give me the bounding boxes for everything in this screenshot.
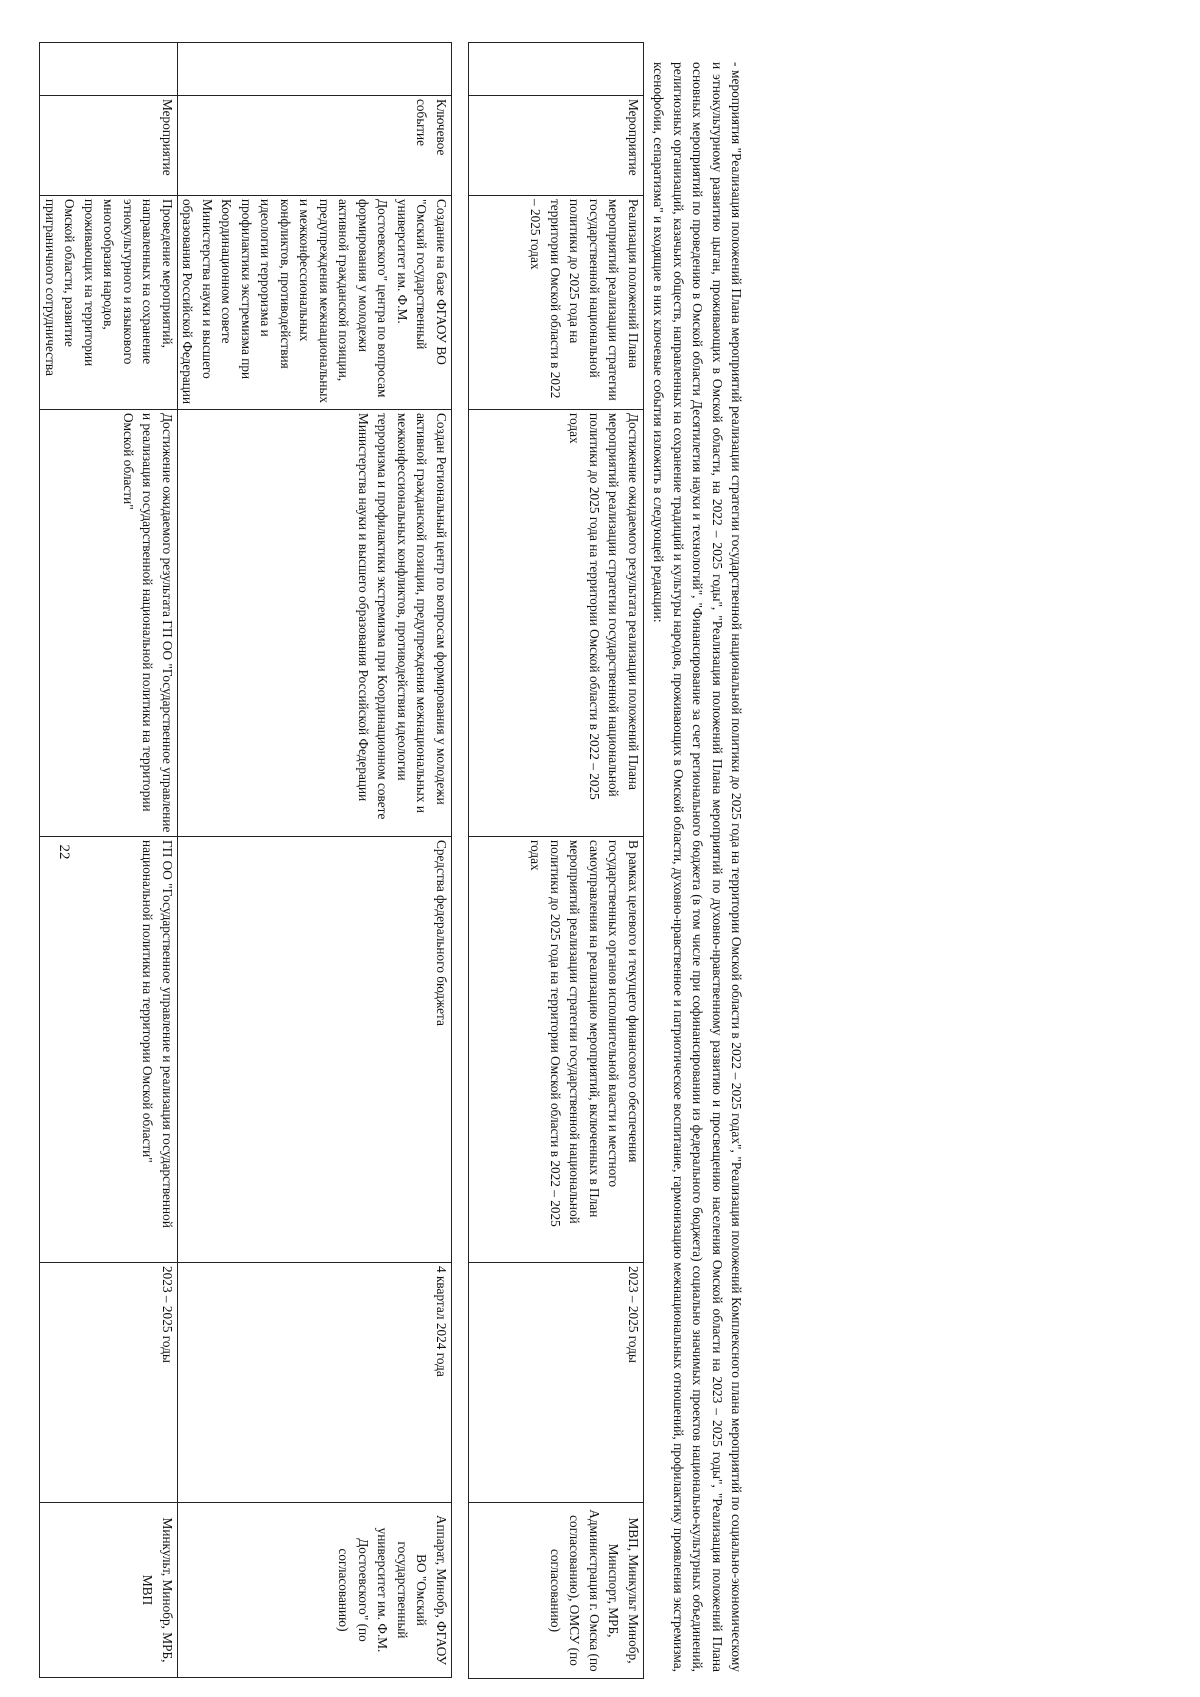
page-number: 22 (56, 844, 72, 860)
funding-cell: ГП ОО "Государственное управление и реализация государственной национальной политики на территории Омской области" (40, 837, 178, 1263)
executor-cell: Аппарат, Минобр, ФГАОУ ВО "Омский государственный университет им. Ф.М. Достоевского" (по согласованию) (178, 1503, 452, 1678)
funding-cell: Средства федерального бюджета (178, 837, 452, 1263)
measures-table (468, 42, 644, 1679)
name-cell: Реализация положений Плана мероприятий реализации стратегии государственной национальной политики до 2025 года на территории Омской области в 2022 – 2025 годах (469, 196, 644, 410)
name-cell: Проведение мероприятий, направленных на сохранение этнокультурного и языкового многообразия народов, проживающих на территории Омской области, развитие приграничного сотрудничества (40, 196, 178, 410)
executor-cell: МВП, Минкульт Минобр, Минспорт, МРБ, Администрация г. Омска (по согласованию), ОМСУ (по согласованию) (469, 1503, 644, 1679)
period-cell: 2023 – 2025 годы (40, 1263, 178, 1503)
amendment-paragraph: - мероприятия "Реализация положений Плана мероприятий реализации стратегии государственной национальной политики до 2025 года на территории Омской области в 2022 – 2025 годах", "Реализация положений Комплексного плана мероприятий по социально-экономическому и этнокультурному развитию цыган, проживающих в Омской области, на 2022 – 2025 годы", "Реализация положений Плана мероприятий по духовно-нравственному развитию и просвещению населения Омской области на 2023 – 2025 годы", "Реализация положений Плана основных мероприятий по проведению в Омской области Десятилетия науки и технологий", "Финансирование за счет регионального бюджета (в том числе при софинансировании из федерального бюджета) социально значимых проектов национально-культурных объединений, религиозных организаций, казачьих обществ, направленных на сохранение традиций и культуры народов, проживающих в Омской области, духовно-нравственное и патриотическое воспитание, гармонизацию межнациональных отношений, профилактику проявления экстремизма, ксенофобии, сепаратизма" и входящие в них ключевые события изложить в следующей редакции: (651, 62, 744, 1672)
executor-cell: Минкульт, Минобр, МРБ, МВП (40, 1503, 178, 1678)
funding-cell: В рамках целевого и текущего финансового обеспечения государственных органов исполнительной власти и местного самоуправления на реализацию мероприятий, включенных в План мероприятий реализации стратегии государственной национальной политики до 2025 года на территории Омской области в 2022 – 2025 годах (469, 837, 644, 1263)
period-cell: 2023 – 2025 годы (469, 1263, 644, 1503)
table-row (469, 43, 644, 1679)
result-cell: Достижение ожидаемого результата ГП ОО "Государственное управление и реализация государственной национальной политики на территории Омской области" (40, 410, 178, 837)
type-cell: Мероприятие (469, 96, 644, 196)
type-cell: Мероприятие (40, 96, 178, 196)
name-cell: Создание на базе ФГАОУ ВО "Омский государственный университет им. Ф.М. Достоевского" центра по вопросам формирования у молодежи активной гражданской позиции, предупреждения межнациональных и межконфессиональных конфликтов, противодействия идеологии терроризма и профилактики экстремизма при Координационном совете Министерства науки и высшего образования Российской Федерации (178, 196, 452, 410)
events-table (40, 42, 453, 1678)
result-cell: Достижение ожидаемого результата реализации положений Плана мероприятий реализации стратегии государственной национальной политики до 2025 года на территории Омской области в 2022 – 2025 годах (469, 410, 644, 837)
table-row (178, 43, 452, 1678)
period-cell: 4 квартал 2024 года (178, 1263, 452, 1503)
row-spacer-cell (40, 43, 178, 96)
row-spacer-cell (178, 43, 452, 96)
result-cell: Создан Региональный центр по вопросам формирования у молодежи активной гражданской позиции, предупреждения межнациональных и межконфессиональных конфликтов, противодействия идеологии терроризма и профилактики экстремизма при Координационном совете Министерства науки и высшего образования Российской Федерации (178, 410, 452, 837)
type-cell: Ключевое событие (178, 96, 452, 196)
table-row (40, 43, 178, 1678)
row-spacer-cell (469, 43, 644, 96)
